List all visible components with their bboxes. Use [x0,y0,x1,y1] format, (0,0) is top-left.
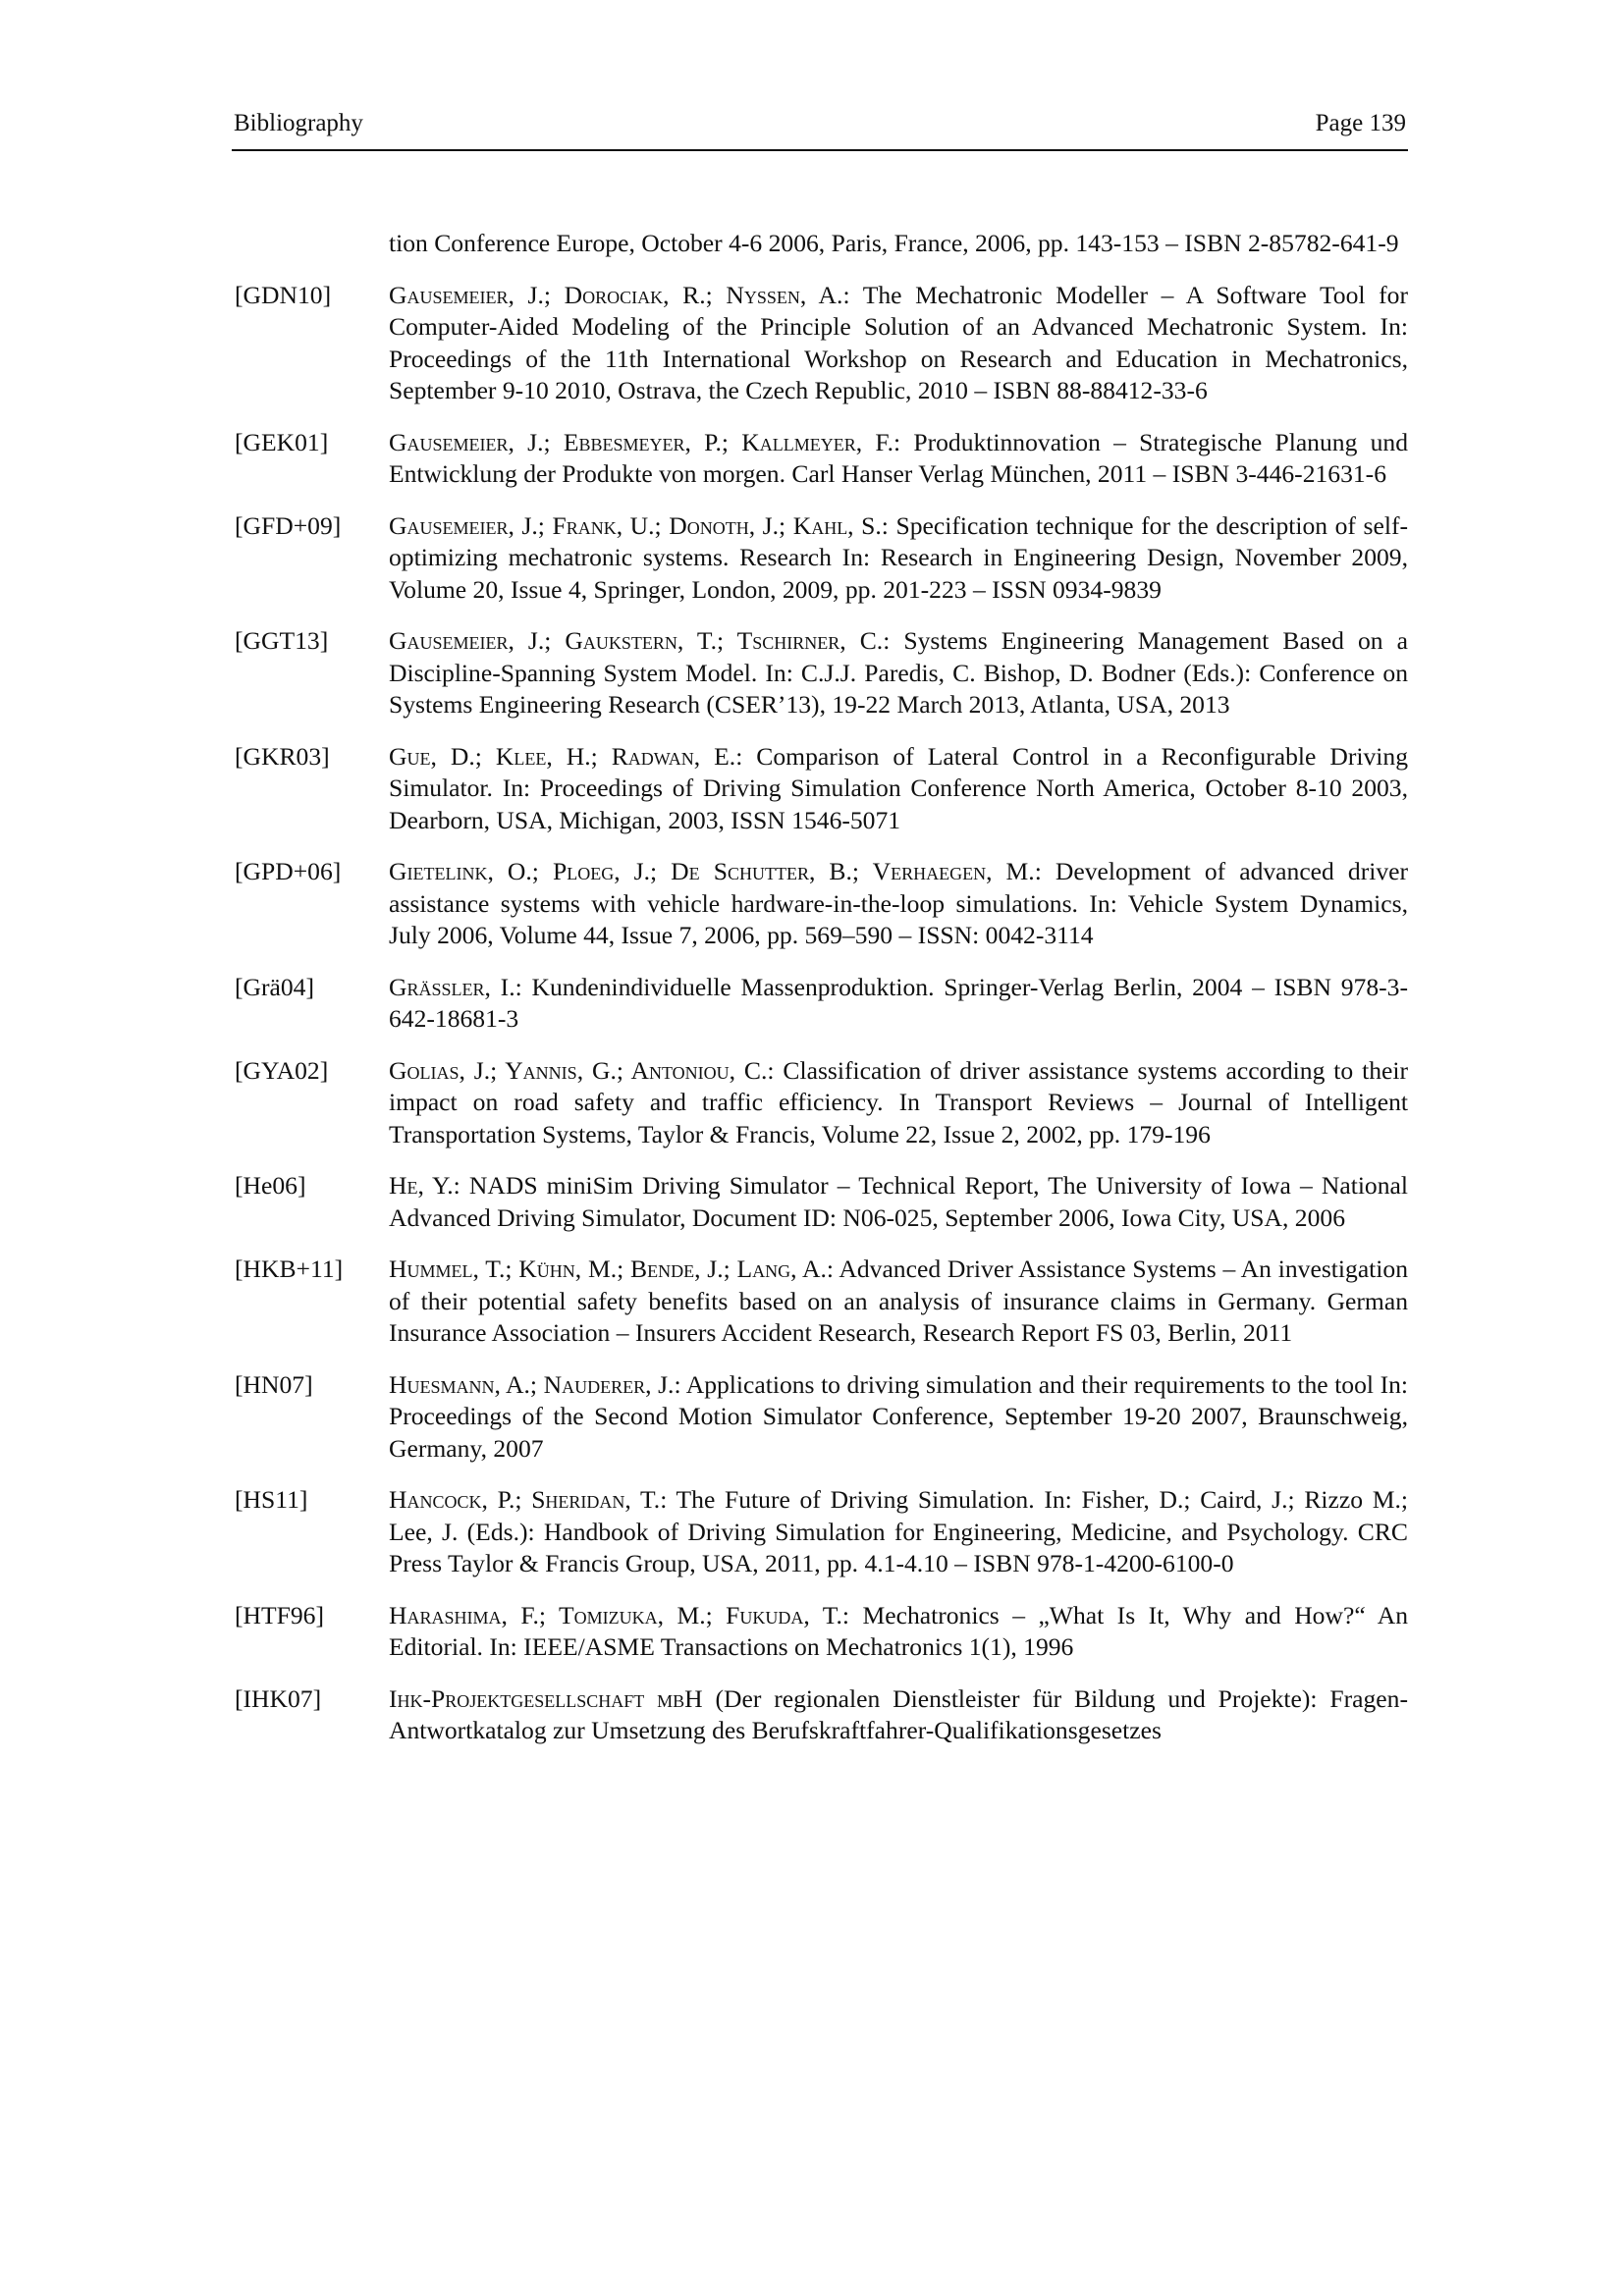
reference-text [389,1600,1408,1664]
reference-authors: Hancock, P.; Sheridan, T. [389,1485,661,1514]
reference-key: [GDN10] [235,280,332,309]
reference-entry [232,427,1408,491]
reference-entry [232,1683,1408,1747]
reference-key: [HTF96] [235,1600,324,1629]
reference-text [389,1369,1408,1466]
reference-authors: Gietelink, O.; Ploeg, J.; De Schutter, B.; Verhaegen, M. [389,857,1035,885]
reference-key: [GYA02] [235,1055,329,1085]
reference-key: [HKB+11] [235,1255,344,1283]
reference-text [389,1254,1408,1350]
reference-entry [232,625,1408,721]
reference-key: [IHK07] [235,1683,322,1713]
reference-text [389,1170,1408,1234]
reference-text [389,741,1408,837]
reference-details: : Comparison of Lateral Control in a Reconfigurable Driving Simulator. In: Proceedings of Driving Simulation Conference North America, October 8-10 2003, Dearborn, USA, Michigan, 2003, ISSN 1546-5071 [389,741,1408,834]
reference-details: : Advanced Driver Assistance Systems – An investigation of their potential safety benefits based on an analysis of insurance claims in Germany. German Insurance Association – Insurers Accident Research, Research Report FS 03, Berlin, 2011 [389,1255,1408,1347]
reference-authors: Gausemeier, J.; Ebbesmeyer, P.; Kallmeyer, F. [389,427,893,456]
reference-key: [GGT13] [235,626,329,655]
page-header [232,110,1408,151]
reference-details: : Classification of driver assistance systems according to their impact on road safety and traffic efficiency. In Transport Reviews – Journal of Intelligent Transportation Systems, Taylor & Francis, Volume 22, Issue 2, 2002, pp. 179-196 [389,1055,1408,1148]
reference-text [389,625,1408,721]
reference-entry [232,1055,1408,1151]
reference-list [232,228,1408,1747]
reference-key: [HN07] [235,1369,313,1399]
reference-details: : Development of advanced driver assistance systems with vehicle hardware-in-the-loop simulations. In: Vehicle System Dynamics, July 2006, Volume 44, Issue 7, 2006, pp. 569–590 – ISSN: 0042-3114 [389,857,1409,949]
reference-entry [232,1369,1408,1466]
reference-text [389,1683,1408,1747]
reference-entry-continuation [232,228,1408,260]
reference-entry [232,1484,1408,1580]
reference-entry [232,1600,1408,1664]
reference-key [232,228,389,260]
reference-details: (Der regionalen Dienstleister für Bildung und Projekte): Fragen-Antwortkatalog zur Umsetzung des Berufskraftfahrer-Qualifikationsgesetzes [389,1683,1408,1744]
reference-details: : Specification technique for the description of self-optimizing mechatronic systems. Research In: Research in Engineering Design, November 2009, Volume 20, Issue 4, Springer, London, 2009, pp. 201-223 – ISSN 0934-9839 [389,510,1408,604]
reference-details: : The Future of Driving Simulation. In: Fisher, D.; Caird, J.; Rizzo M.; Lee, J. (Eds.): Handbook of Driving Simulation for Engineering, Medicine, and Psychology. CRC Press Taylor & Francis Group, USA, 2011, pp. 4.1-4.10 – ISBN 978-1-4200-6100-0 [389,1485,1408,1577]
section-title: Bibliography [234,110,363,136]
reference-authors: Gausemeier, J.; Dorociak, R.; Nyßen, A. [389,280,843,309]
reference-entry [232,1170,1408,1234]
reference-key: [Grä04] [235,972,315,1001]
reference-entry [232,972,1408,1036]
reference-entry [232,741,1408,837]
reference-details: : Applications to driving simulation and their requirements to the tool In: Proceedings of the Second Motion Simulator Conference, September 19-20 2007, Braunschweig, Germany, 2007 [389,1369,1409,1463]
reference-entry [232,856,1408,952]
reference-key: [HS11] [235,1485,308,1514]
reference-details: tion Conference Europe, October 4-6 2006, Paris, France, 2006, pp. 143-153 – ISBN 2-85782-641-9 [389,229,1399,257]
reference-details: : Produktinnovation – Strategische Planung und Entwicklung der Produkte von morgen. Carl Hanser Verlag München, 2011 – ISBN 3-446-21631-6 [389,427,1408,488]
reference-text [389,427,1408,491]
reference-text [389,228,1408,260]
page-number: Page 139 [1315,110,1406,136]
reference-text [389,510,1408,607]
reference-details: : Mechatronics – „What Is It, Why and How?“ An Editorial. In: IEEE/ASME Transactions on Mechatronics 1(1), 1996 [389,1600,1408,1661]
reference-details: : Kundenindividuelle Massenproduktion. Springer-Verlag Berlin, 2004 – ISBN 978-3-642-18681-3 [389,972,1408,1033]
reference-text [389,1484,1408,1580]
reference-details: : NADS miniSim Driving Simulator – Technical Report, The University of Iowa – National Advanced Driving Simulator, Document ID: N06-025, September 2006, Iowa City, USA, 2006 [389,1171,1408,1232]
reference-entry [232,280,1408,407]
reference-key: [GKR03] [235,741,330,771]
reference-authors: Harashima, F.; Tomizuka, M.; Fukuda, T. [389,1600,842,1629]
reference-details: : The Mechatronic Modeller – A Software Tool for Computer-Aided Modeling of the Principle Solution of an Advanced Mechatronic System. In: Proceedings of the 11th International Workshop on Research and Education in Mechatronics, September 9-10 2010, Ostrava, the Czech Republic, 2010 – ISBN 88-88412-33-6 [389,280,1408,404]
reference-key: [GEK01] [235,427,329,456]
reference-authors: Huesmann, A.; Nauderer, J. [389,1369,675,1399]
reference-entry [232,1254,1408,1350]
reference-text [389,280,1408,407]
reference-entry [232,510,1408,607]
reference-authors: Ihk-Projektgesellschaft mbH [389,1683,703,1713]
reference-authors: Gausemeier, J.; Frank, U.; Donoth, J.; Kahl, S. [389,510,882,540]
reference-details: : Systems Engineering Management Based on a Discipline-Spanning System Model. In: C.J.J. Paredis, C. Bishop, D. Bodner (Eds.): Conference on Systems Engineering Research (CSER’13), 19-22 March 2013, Atlanta, USA, 2013 [389,626,1408,719]
reference-text [389,972,1408,1036]
reference-authors: He, Y. [389,1171,454,1200]
reference-authors: Golias, J.; Yannis, G.; Antoniou, C. [389,1055,768,1085]
reference-key: [GPD+06] [235,857,342,885]
reference-key: [GFD+09] [235,510,342,540]
reference-text [389,856,1408,952]
reference-text [389,1055,1408,1151]
reference-authors: Gue, D.; Klee, H.; Radwan, E. [389,741,736,771]
reference-key: [He06] [235,1171,306,1200]
reference-authors: Hummel, T.; Kühn, M.; Bende, J.; Lang, A. [389,1255,827,1283]
reference-authors: Gausemeier, J.; Gaukstern, T.; Tschirner, C. [389,626,884,655]
reference-authors: Gräßler, I. [389,972,515,1001]
